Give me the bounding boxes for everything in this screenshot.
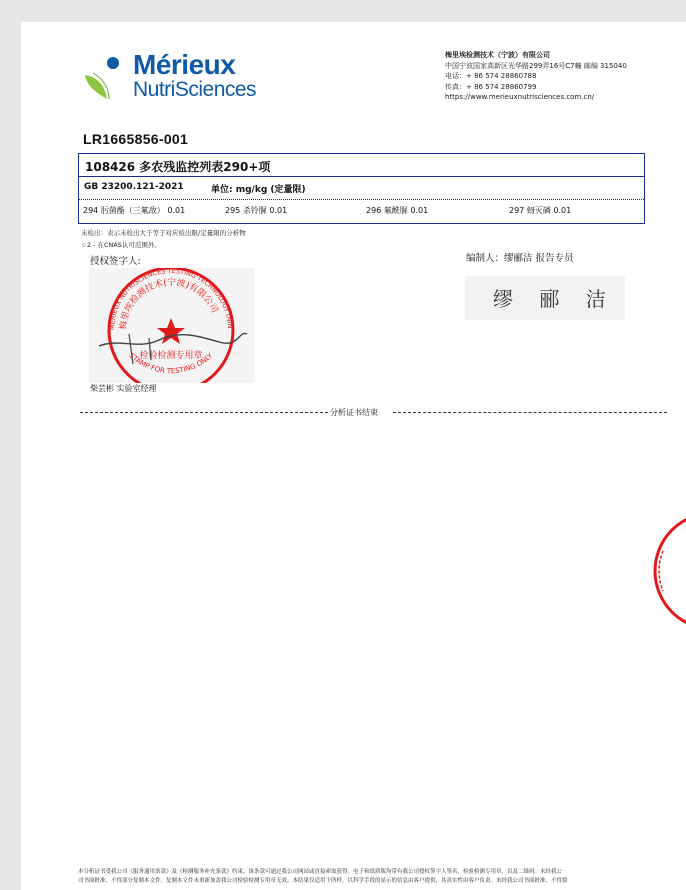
seal-text-bottom: STAMP FOR TESTING ONLY	[127, 351, 215, 376]
note-line: 未检出：表示未检出大于等于对应检出限/定量限的分析物	[81, 229, 246, 237]
signer-name: 柴芸彬 实验室经理	[90, 384, 157, 393]
company-fax: 传真：+ 86 574 28860799	[445, 82, 537, 91]
signature-text: 缪 郦 洁	[493, 287, 616, 311]
company-name: 梅里埃检测技术（宁波）有限公司	[445, 51, 550, 59]
end-marker-text: 分析证书结束	[330, 408, 378, 417]
partial-seal	[651, 511, 686, 631]
handwritten-signature	[465, 276, 625, 320]
company-address: 中国宁波国家高新区光华路299弄16号C7幢 邮编 315040	[445, 61, 627, 70]
report-notes	[81, 227, 246, 251]
leaf-logo-icon	[83, 57, 127, 101]
star-icon	[157, 318, 185, 344]
analyte-item: 295 杀铃脲 0.01	[225, 206, 288, 215]
analyte-item: 297 蚜灭磷 0.01	[509, 206, 572, 215]
divider-left	[80, 412, 328, 413]
report-page	[21, 22, 686, 890]
results-method-row	[79, 177, 644, 200]
company-website[interactable]: https://www.merieuxnutrisciences.com.cn/	[445, 93, 595, 101]
official-seal	[89, 268, 254, 383]
footer-line: 司书面批准，不得部分复制本文件。复制本文件未重新加盖我公司检验检测专用章无效。本结果仅适用于所样，以科学手段的显示的信息由客户提供，其真实性由客户负责。未经我公司书面批准，不得篡	[78, 878, 568, 884]
note-line: ☆2 - 在CNAS认可范围外。	[81, 241, 161, 249]
divider-right	[393, 412, 667, 413]
company-stamp	[89, 268, 254, 383]
editor-signature	[465, 276, 625, 320]
seal-text-cn: 梅里埃检测技术(宁波)有限公司	[118, 277, 220, 331]
signer-label: 授权签字人:	[90, 256, 141, 267]
brand-name-line2: NutriSciences	[133, 78, 257, 101]
company-info	[445, 50, 627, 103]
analyte-item: 294 肟菌酯（三氟敌） 0.01	[83, 206, 186, 215]
company-tel: 电话：+ 86 574 28860788	[445, 72, 537, 80]
editor-label: 编制人：缪郦洁 报告专员	[466, 253, 574, 264]
footer-line: 本分析证书受我公司《服务通用条款》及《检测服务补充条款》约束，该条款可通过我公司网站或直接索取获得。电子和纸质版均带有我公司授权签字人签名，检验检测专用章，以及二维码。未经我公	[78, 869, 563, 875]
seal-label: 检验检测专用章	[139, 351, 203, 361]
brand-name-line1: Mérieux	[133, 49, 236, 80]
analyte-item: 296 氟酰脲 0.01	[366, 206, 429, 215]
test-unit: 单位: mg/kg (定量限)	[211, 185, 306, 195]
report-number: LR1665856-001	[83, 131, 189, 147]
results-table	[78, 153, 645, 224]
company-logo	[83, 49, 263, 109]
footer-terms	[78, 868, 683, 886]
test-standard: GB 23200.121-2021	[84, 182, 184, 192]
seal-text-en: MERIEUX NUTRISCIENCES TESTING TECHNOLOGY (NIN	[107, 268, 235, 331]
test-title: 108426 多农残监控列表290+项	[85, 160, 271, 174]
results-title-row	[79, 154, 644, 177]
end-of-certificate	[80, 407, 667, 417]
